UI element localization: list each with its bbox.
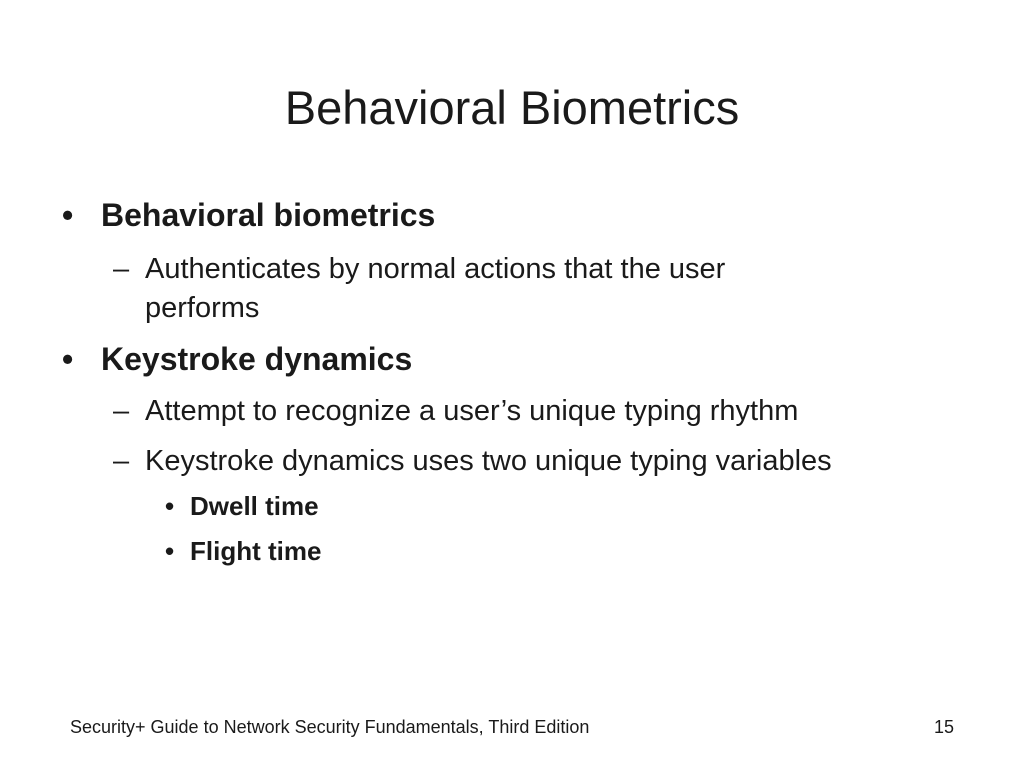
subitem-authenticates-line1: Authenticates by normal actions that the user [145, 253, 726, 285]
bullet-marker-small: • [165, 536, 175, 566]
subitem-flight-time: Flight time [190, 536, 322, 566]
subitem-authenticates-line2: performs [145, 292, 260, 324]
dash-marker: – [113, 395, 130, 427]
subitem-dwell-time: Dwell time [190, 491, 319, 521]
bullet-item-keystroke-dynamics: Keystroke dynamics [101, 341, 413, 377]
bullet-marker: • [62, 197, 74, 233]
subitem-attempt-to-recognize: Attempt to recognize a user’s unique typing rhythm [145, 395, 799, 427]
dash-marker: – [113, 253, 130, 285]
bullet-marker: • [62, 341, 74, 377]
footer-book-title: Security+ Guide to Network Security Fundamentals, Third Edition [70, 717, 590, 737]
footer-page-number: 15 [933, 717, 954, 737]
dash-marker: – [113, 445, 130, 477]
slide-title: Behavioral Biometrics [284, 81, 740, 134]
subitem-keystroke-variables: Keystroke dynamics uses two unique typing variables [145, 445, 832, 477]
bullet-item-behavioral-biometrics: Behavioral biometrics [101, 197, 436, 233]
bullet-marker-small: • [165, 491, 175, 521]
